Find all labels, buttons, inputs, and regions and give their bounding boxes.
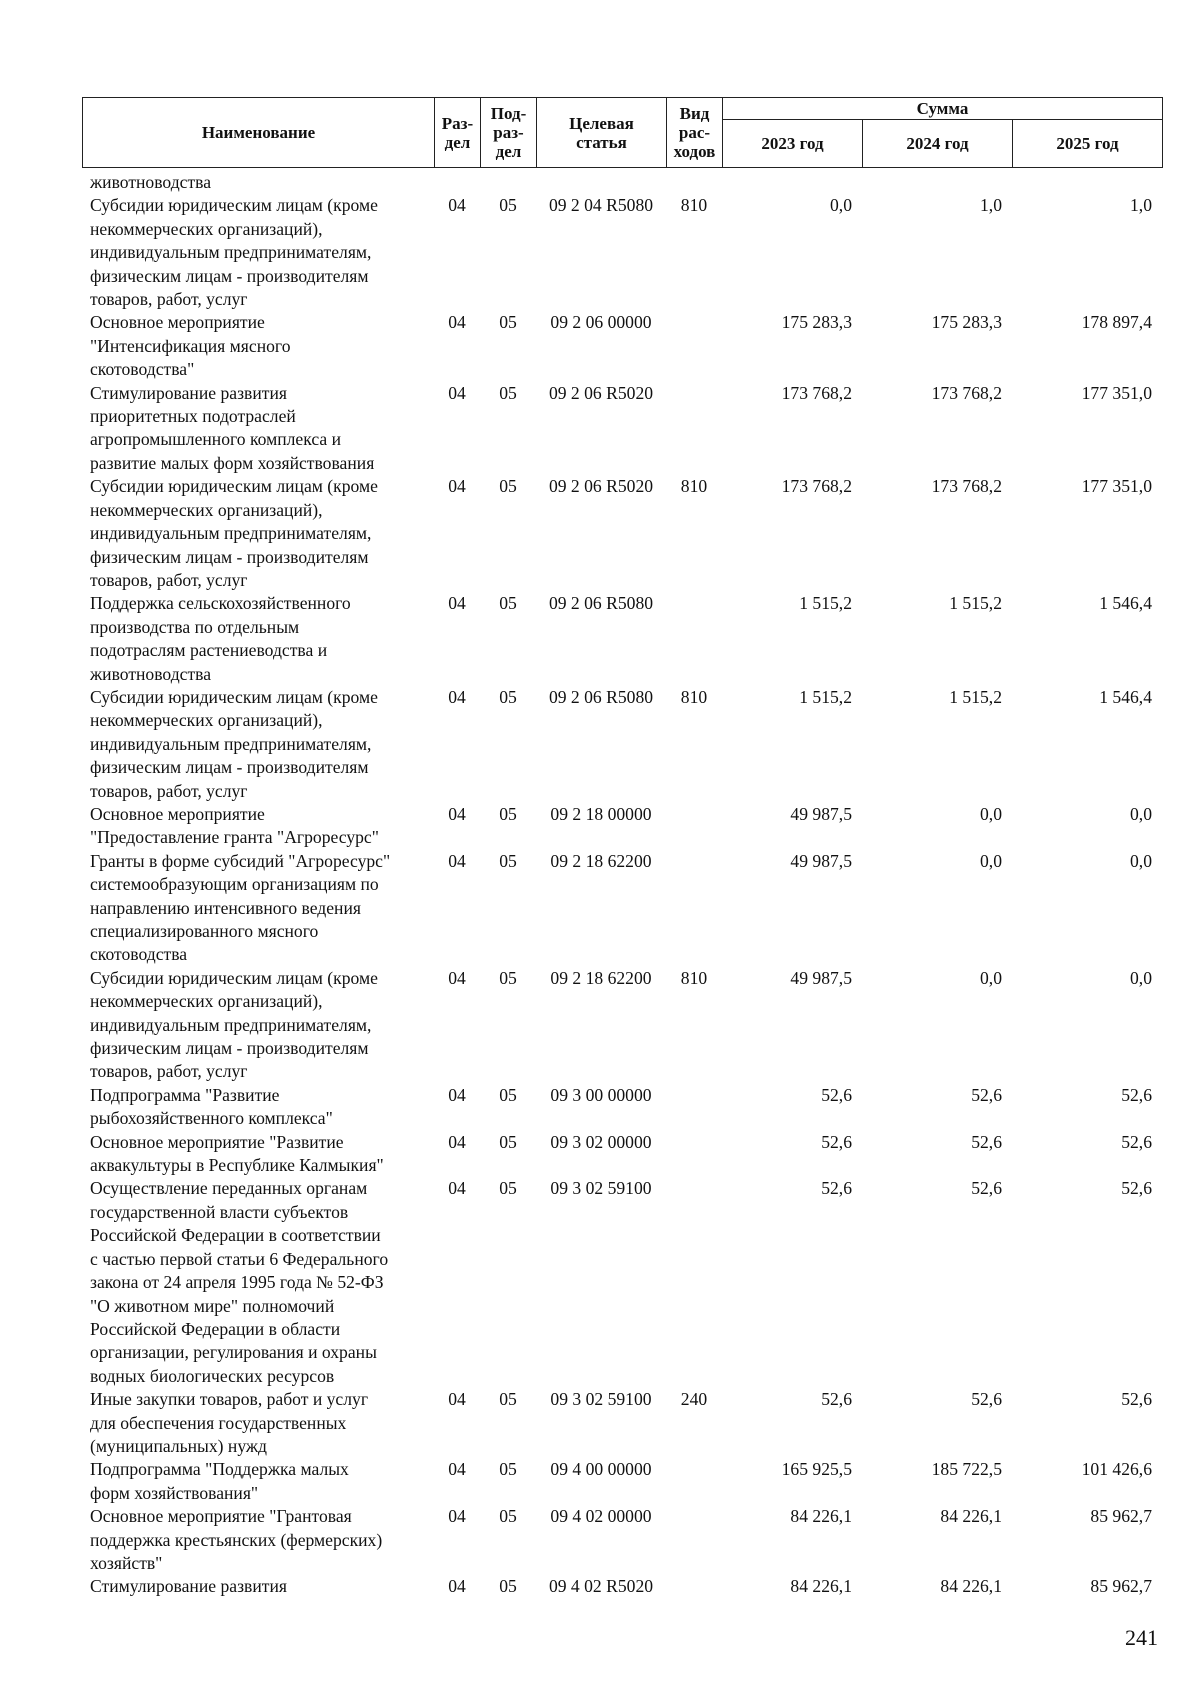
header-year-2024: 2024 год <box>863 120 1013 168</box>
table-row <box>82 382 1162 476</box>
row-target-article: 09 2 18 62200 <box>550 850 652 871</box>
row-name-line: с частью первой статьи 6 Федерального <box>90 1248 389 1269</box>
row-expense-type <box>666 171 722 194</box>
row-name-line: Подпрограмма "Развитие <box>90 1084 280 1105</box>
row-target-article: 09 3 02 59100 <box>550 1178 652 1199</box>
row-name-line: товаров, работ, услуг <box>90 289 248 310</box>
row-name <box>82 1084 434 1131</box>
row-name <box>82 803 434 850</box>
row-podrazdel: 05 <box>499 312 517 333</box>
row-expense-type <box>666 1505 722 1575</box>
row-target-article: 09 2 04 R5080 <box>548 195 654 216</box>
row-sum-2025: 177 351,0 <box>1081 476 1152 497</box>
row-name-line: Подпрограмма "Поддержка малых <box>90 1459 349 1480</box>
row-sum-2024: 84 226,1 <box>940 1576 1002 1597</box>
row-podrazdel: 05 <box>499 1459 517 1480</box>
row-name <box>82 1458 434 1505</box>
table-row <box>82 311 1162 381</box>
row-razdel <box>434 171 480 194</box>
row-name-line: Субсидии юридическим лицам (кроме <box>90 476 378 497</box>
row-sum-2025: 52,6 <box>1121 1389 1152 1410</box>
row-name-line: закона от 24 апреля 1995 года № 52-ФЗ <box>90 1272 384 1293</box>
row-expense-type <box>666 803 722 850</box>
row-sum-2023: 165 925,5 <box>781 1459 852 1480</box>
row-razdel: 04 <box>448 476 466 497</box>
table-row <box>82 1177 1162 1388</box>
row-name-line: подотраслям растениеводства и <box>90 640 328 661</box>
header-razdel <box>435 98 481 168</box>
table-row <box>82 171 1162 194</box>
row-name-line: физическим лицам - производителям <box>90 1038 369 1059</box>
row-name-line: организации, регулирования и охраны <box>90 1342 377 1363</box>
row-sum-2025: 0,0 <box>1130 850 1152 871</box>
row-podrazdel: 05 <box>499 1178 517 1199</box>
row-name-line: направлению интенсивного ведения <box>90 897 361 918</box>
header-razdel-line: дел <box>444 132 471 152</box>
row-name-line: "О животном мире" полномочий <box>90 1295 335 1316</box>
row-name-line: индивидуальным предпринимателям, <box>90 523 372 544</box>
row-razdel: 04 <box>448 1084 466 1105</box>
row-sum-2024: 0,0 <box>980 850 1002 871</box>
row-razdel: 04 <box>448 195 466 216</box>
row-razdel: 04 <box>448 312 466 333</box>
row-sum-2024: 185 722,5 <box>931 1459 1002 1480</box>
row-target-article: 09 2 06 R5020 <box>548 476 654 497</box>
row-podrazdel: 05 <box>499 1576 517 1597</box>
row-name-line: агропромышленного комплекса и <box>90 429 341 450</box>
row-target-article: 09 4 02 00000 <box>550 1506 652 1527</box>
header-vid-line: Вид <box>679 104 710 123</box>
row-razdel: 04 <box>448 1178 466 1199</box>
row-sum-2024: 1 515,2 <box>949 686 1002 707</box>
row-sum-2025: 1 546,4 <box>1099 593 1152 614</box>
row-sum-2024: 0,0 <box>980 967 1002 988</box>
row-name-line: товаров, работ, услуг <box>90 569 248 590</box>
row-podrazdel: 05 <box>499 1506 517 1527</box>
row-name <box>82 194 434 311</box>
row-name-line: индивидуальным предпринимателям, <box>90 1014 372 1035</box>
row-name <box>82 850 434 967</box>
row-sum-2024: 52,6 <box>971 1084 1002 1105</box>
row-podrazdel <box>480 171 536 194</box>
row-sum-2025: 1,0 <box>1130 195 1152 216</box>
table-rows <box>82 171 1162 1599</box>
row-target-article: 09 3 00 00000 <box>550 1084 652 1105</box>
row-expense-type: 810 <box>680 195 708 216</box>
row-podrazdel: 05 <box>499 850 517 871</box>
row-name <box>82 686 434 803</box>
table-row <box>82 686 1162 803</box>
table-row <box>82 194 1162 311</box>
row-podrazdel: 05 <box>499 476 517 497</box>
row-name-line: Иные закупки товаров, работ и услуг <box>90 1389 369 1410</box>
row-sum-2025: 85 962,7 <box>1090 1506 1152 1527</box>
row-sum-2023: 52,6 <box>821 1131 852 1152</box>
row-expense-type: 810 <box>680 967 708 988</box>
row-name-line: Стимулирование развития <box>90 382 287 403</box>
row-name-line: индивидуальным предпринимателям, <box>90 242 372 263</box>
row-name-line: приоритетных подотраслей <box>90 406 296 427</box>
row-razdel: 04 <box>448 1506 466 1527</box>
row-target-article: 09 2 06 R5080 <box>548 686 654 707</box>
row-sum-2025: 52,6 <box>1121 1084 1152 1105</box>
row-target-article: 09 2 06 R5020 <box>548 382 654 403</box>
row-sum-2025: 0,0 <box>1130 803 1152 824</box>
row-podrazdel: 05 <box>499 686 517 707</box>
row-name <box>82 382 434 476</box>
row-sum-2023: 49 987,5 <box>790 803 852 824</box>
row-expense-type: 240 <box>680 1389 708 1410</box>
row-name-line: товаров, работ, услуг <box>90 780 248 801</box>
row-target-article: 09 4 02 R5020 <box>548 1576 654 1597</box>
row-expense-type <box>666 592 722 686</box>
row-name-line: специализированного мясного <box>90 921 319 941</box>
row-name <box>82 592 434 686</box>
row-name <box>82 1505 434 1575</box>
row-target-article: 09 2 18 00000 <box>550 803 652 824</box>
row-expense-type <box>666 382 722 476</box>
header-vid-line: рас- <box>678 123 711 142</box>
row-sum-2025: 0,0 <box>1130 967 1152 988</box>
table-row <box>82 850 1162 967</box>
row-name-line: государственной власти субъектов <box>90 1201 349 1222</box>
row-name-line: некоммерческих организаций), <box>90 499 323 520</box>
row-sum-2025: 1 546,4 <box>1099 686 1152 707</box>
row-name-line: Основное мероприятие <box>90 803 265 824</box>
row-target-article: 09 2 06 00000 <box>550 312 652 333</box>
row-sum-2023: 84 226,1 <box>790 1506 852 1527</box>
row-name <box>82 171 434 194</box>
row-name-line: поддержка крестьянских (фермерских) <box>90 1529 383 1550</box>
header-target-line: Целевая <box>569 113 634 133</box>
row-expense-type <box>666 1575 722 1598</box>
row-sum-2023 <box>722 171 862 194</box>
row-name-line: физическим лицам - производителям <box>90 265 369 286</box>
row-target-article: 09 2 18 62200 <box>550 967 652 988</box>
row-sum-2023: 0,0 <box>830 195 852 216</box>
row-name-line: рыбохозяйственного комплекса" <box>90 1108 333 1129</box>
row-sum-2023: 52,6 <box>821 1084 852 1105</box>
row-name-line: физическим лицам - производителям <box>90 546 369 567</box>
row-razdel: 04 <box>448 803 466 824</box>
row-podrazdel: 05 <box>499 1389 517 1410</box>
row-name <box>82 311 434 381</box>
row-sum-2023: 175 283,3 <box>781 312 852 333</box>
row-sum-2024: 173 768,2 <box>931 382 1002 403</box>
row-name-line: животноводства <box>90 172 212 192</box>
row-name-line: индивидуальным предпринимателям, <box>90 733 372 754</box>
row-sum-2023: 84 226,1 <box>790 1576 852 1597</box>
row-sum-2025: 177 351,0 <box>1081 382 1152 403</box>
row-name-line: "Предоставление гранта "Агроресурс" <box>90 827 379 848</box>
header-year-2023: 2023 год <box>723 120 863 168</box>
row-sum-2023: 52,6 <box>821 1178 852 1199</box>
row-razdel: 04 <box>448 1576 466 1597</box>
row-name <box>82 967 434 1084</box>
row-name-line: скотоводства" <box>90 359 195 380</box>
row-sum-2024: 175 283,3 <box>931 312 1002 333</box>
row-razdel: 04 <box>448 850 466 871</box>
row-name-line: некоммерческих организаций), <box>90 218 323 239</box>
row-target-article: 09 3 02 59100 <box>550 1389 652 1410</box>
row-podrazdel: 05 <box>499 967 517 988</box>
table-row <box>82 1388 1162 1458</box>
row-sum-2024: 173 768,2 <box>931 476 1002 497</box>
row-target-article <box>536 171 666 194</box>
row-name-line: Российской Федерации в соответствии <box>90 1225 381 1246</box>
row-sum-2025 <box>1012 171 1162 194</box>
header-podrazdel <box>481 98 537 168</box>
row-sum-2023: 49 987,5 <box>790 967 852 988</box>
row-name <box>82 475 434 592</box>
row-name-line: некоммерческих организаций), <box>90 991 323 1012</box>
row-sum-2023: 173 768,2 <box>781 382 852 403</box>
table-row <box>82 1575 1162 1598</box>
table-header <box>82 97 1163 168</box>
header-name: Наименование <box>83 98 435 168</box>
row-podrazdel: 05 <box>499 803 517 824</box>
row-name-line: товаров, работ, услуг <box>90 1061 248 1082</box>
row-target-article: 09 2 06 R5080 <box>548 593 654 614</box>
row-expense-type <box>666 1458 722 1505</box>
row-name-line: Субсидии юридическим лицам (кроме <box>90 195 378 216</box>
row-name-line: Субсидии юридическим лицам (кроме <box>90 967 378 988</box>
table-row <box>82 1505 1162 1575</box>
row-target-article: 09 3 02 00000 <box>550 1131 652 1152</box>
row-name-line: системообразующим организациям по <box>90 874 379 895</box>
row-name-line: производства по отдельным <box>90 616 300 637</box>
row-razdel: 04 <box>448 1131 466 1152</box>
header-target <box>537 98 667 168</box>
row-name-line: некоммерческих организаций), <box>90 710 323 731</box>
row-sum-2024 <box>862 171 1012 194</box>
row-name-line: водных биологических ресурсов <box>90 1365 335 1386</box>
table-row <box>82 1458 1162 1505</box>
row-sum-2024: 52,6 <box>971 1131 1002 1152</box>
row-name-line: "Интенсификация мясного <box>90 335 291 356</box>
table-row <box>82 1084 1162 1131</box>
row-name-line: развитие малых форм хозяйствования <box>90 452 375 473</box>
table-row <box>82 803 1162 850</box>
row-sum-2025: 101 426,6 <box>1081 1459 1152 1480</box>
row-name-line: Российской Федерации в области <box>90 1318 341 1339</box>
row-target-article: 09 4 00 00000 <box>550 1459 652 1480</box>
row-expense-type: 810 <box>680 476 708 497</box>
row-podrazdel: 05 <box>499 593 517 614</box>
row-expense-type: 810 <box>680 686 708 707</box>
row-sum-2024: 1,0 <box>980 195 1002 216</box>
row-razdel: 04 <box>448 1459 466 1480</box>
row-sum-2024: 1 515,2 <box>949 593 1002 614</box>
row-expense-type <box>666 1131 722 1178</box>
row-expense-type <box>666 311 722 381</box>
row-sum-2023: 52,6 <box>821 1389 852 1410</box>
table-body <box>82 171 1162 1599</box>
table-row <box>82 592 1162 686</box>
row-podrazdel: 05 <box>499 382 517 403</box>
row-name-line: Субсидии юридическим лицам (кроме <box>90 686 378 707</box>
row-name-line: (муниципальных) нужд <box>90 1435 268 1456</box>
row-razdel: 04 <box>448 1389 466 1410</box>
row-sum-2025: 85 962,7 <box>1090 1576 1152 1597</box>
row-name-line: хозяйств" <box>90 1552 163 1573</box>
row-name <box>82 1177 434 1388</box>
row-sum-2023: 173 768,2 <box>781 476 852 497</box>
header-year-2025: 2025 год <box>1013 120 1163 168</box>
row-sum-2025: 52,6 <box>1121 1178 1152 1199</box>
header-podrazdel-line: раз- <box>493 123 524 142</box>
table-row <box>82 967 1162 1084</box>
row-name-line: Основное мероприятие "Грантовая <box>90 1506 352 1527</box>
row-name-line: Поддержка сельскохозяйственного <box>90 593 351 614</box>
row-name-line: физическим лицам - производителям <box>90 757 369 778</box>
row-sum-2025: 178 897,4 <box>1081 312 1152 333</box>
row-name <box>82 1575 434 1598</box>
row-name-line: для обеспечения государственных <box>90 1412 347 1433</box>
row-razdel: 04 <box>448 967 466 988</box>
header-sum: Сумма <box>723 98 1163 120</box>
header-vid <box>667 98 723 168</box>
header-podrazdel-line: дел <box>495 142 522 161</box>
table-row <box>82 475 1162 592</box>
row-name-line: форм хозяйствования" <box>90 1482 259 1503</box>
row-sum-2023: 1 515,2 <box>799 593 852 614</box>
row-expense-type <box>666 1084 722 1131</box>
page-number: 241 <box>1125 1625 1158 1650</box>
header-target-line: статья <box>576 132 627 152</box>
row-name <box>82 1388 434 1458</box>
row-name-line: животноводства <box>90 663 212 684</box>
row-razdel: 04 <box>448 686 466 707</box>
row-sum-2024: 52,6 <box>971 1178 1002 1199</box>
row-sum-2024: 52,6 <box>971 1389 1002 1410</box>
header-podrazdel-line: Под- <box>490 104 527 123</box>
row-name-line: Основное мероприятие "Развитие <box>90 1131 344 1152</box>
row-expense-type <box>666 1177 722 1388</box>
header-razdel-line: Раз- <box>441 113 474 133</box>
row-razdel: 04 <box>448 382 466 403</box>
row-sum-2023: 49 987,5 <box>790 850 852 871</box>
row-sum-2024: 84 226,1 <box>940 1506 1002 1527</box>
row-podrazdel: 05 <box>499 1084 517 1105</box>
row-razdel: 04 <box>448 593 466 614</box>
row-name-line: скотоводства <box>90 944 188 965</box>
row-expense-type <box>666 850 722 967</box>
header-vid-line: ходов <box>673 142 716 161</box>
row-name-line: Стимулирование развития <box>90 1576 287 1597</box>
row-name-line: Гранты в форме субсидий "Агроресурс" <box>90 850 391 871</box>
row-sum-2025: 52,6 <box>1121 1131 1152 1152</box>
row-name <box>82 1131 434 1178</box>
row-sum-2024: 0,0 <box>980 803 1002 824</box>
row-name-line: Основное мероприятие <box>90 312 265 333</box>
row-podrazdel: 05 <box>499 195 517 216</box>
row-name-line: Осуществление переданных органам <box>90 1178 368 1199</box>
row-sum-2023: 1 515,2 <box>799 686 852 707</box>
row-podrazdel: 05 <box>499 1131 517 1152</box>
row-name-line: аквакультуры в Республике Калмыкия" <box>90 1155 384 1176</box>
table-row <box>82 1131 1162 1178</box>
